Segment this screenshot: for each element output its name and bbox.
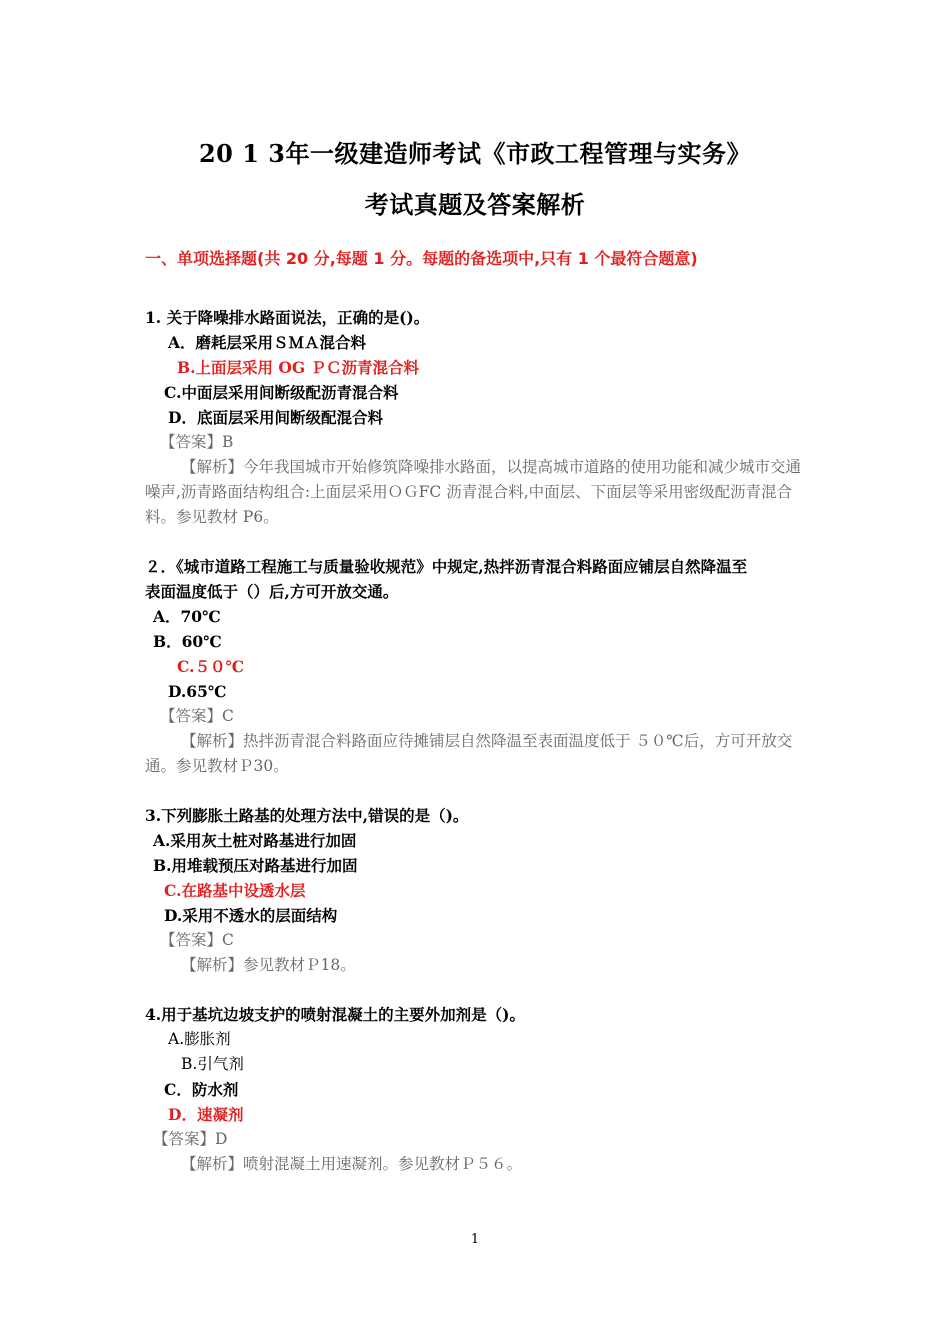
question-1-option-b: B.上面层采用 OG ＰＣ沥青混合料 — [177, 358, 420, 377]
question-3-option-a: A.采用灰土桩对路基进行加固 — [153, 831, 357, 850]
document-title-line1: 20 1 3年一级建造师考试《市政工程管理与实务》 — [198, 139, 751, 168]
question-2-option-b: B．60℃ — [153, 632, 222, 651]
question-3-option-b: B.用堆载预压对路基进行加固 — [153, 856, 358, 875]
question-4-option-b: B.引气剂 — [181, 1055, 244, 1073]
question-4-option-c: C．防水剂 — [164, 1080, 239, 1099]
question-3-option-d: D.采用不透水的层面结构 — [164, 906, 338, 925]
section-heading: 一、单项选择题(共 20 分,每题 1 分。每题的备选项中,只有 1 个最符合题意) — [145, 249, 698, 268]
question-2-stem-line1: ２．《城市道路工程施工与质量验收规范》中规定,热拌沥青混合料路面应铺层自然降温至 — [145, 557, 748, 576]
question-1-analysis: 【解析】今年我国城市开始修筑降噪排水路面，以提高城市道路的使用功能和减少城市交通噪声,沥青路面结构组合:上面层采用ＯＧFC 沥青混合料,中面层、下面层等采用密级配沥青混合料。参见教材 P6。 — [145, 458, 802, 526]
question-4-analysis: 【解析】喷射混凝土用速凝剂。参见教材Ｐ５６。 — [181, 1155, 523, 1173]
question-3-analysis: 【解析】参见教材Ｐ18。 — [181, 956, 356, 974]
question-2-option-a: A．70℃ — [153, 607, 221, 626]
question-2-answer: 【答案】C — [160, 707, 234, 725]
document-title-line2: 考试真题及答案解析 — [364, 190, 586, 219]
question-3-stem: 3.下列膨胀土路基的处理方法中,错误的是（)。 — [145, 806, 469, 825]
question-4-stem: 4.用于基坑边坡支护的喷射混凝土的主要外加剂是（)。 — [145, 1005, 526, 1024]
question-1-option-c: C.中面层采用间断级配沥青混合料 — [164, 383, 399, 402]
question-2-option-c: C.５０℃ — [177, 657, 245, 676]
question-2-option-d: D.65℃ — [168, 682, 227, 701]
question-1-answer: 【答案】B — [160, 433, 234, 451]
question-4-option-a: A.膨胀剂 — [168, 1030, 231, 1048]
page-number: 1 — [470, 1232, 480, 1247]
question-2-stem-line2: 表面温度低于（）后,方可开放交通。 — [145, 582, 399, 601]
question-1-option-d: D．底面层采用间断级配混合料 — [168, 408, 383, 427]
question-4-answer: 【答案】D — [153, 1130, 228, 1148]
question-4-option-d: D．速凝剂 — [168, 1105, 244, 1124]
question-1-stem: 1. 关于降噪排水路面说法，正确的是()。 — [145, 308, 430, 327]
question-2-analysis: 【解析】热拌沥青混合料路面应待摊铺层自然降温至表面温度低于 ５０℃后，方可开放交通。参见教材Ｐ30。 — [145, 732, 793, 775]
question-3-answer: 【答案】C — [160, 931, 234, 949]
question-3-option-c: C.在路基中设透水层 — [164, 881, 306, 900]
question-1-option-a: A．磨耗层采用ＳＭＡ混合料 — [168, 333, 367, 352]
